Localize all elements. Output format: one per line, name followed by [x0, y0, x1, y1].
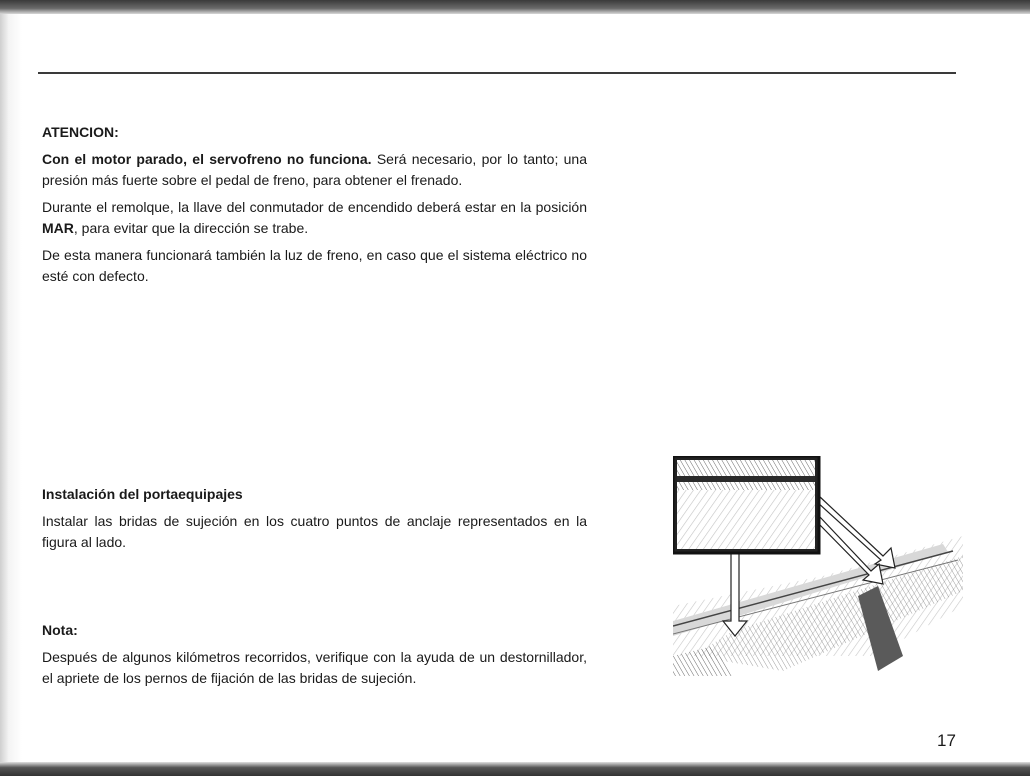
attention-section	[42, 122, 587, 293]
roof-rack-drawing	[673, 456, 963, 676]
installation-heading: Instalación del portaequipajes	[42, 486, 243, 502]
page-border-bottom	[0, 762, 1030, 776]
attention-paragraph-2-end: , para evitar que la dirección se trabe.	[73, 220, 309, 236]
roof-rack-illustration	[673, 456, 963, 676]
installation-text: Instalar las bridas de sujeción en los cuatro puntos de anclaje representados en la figura al lado.	[42, 513, 587, 550]
page-number: 17	[937, 731, 956, 750]
installation-section	[42, 484, 587, 559]
attention-heading: ATENCION:	[42, 124, 119, 140]
attention-paragraph-1-bold: Con el motor parado, el servofreno no funciona.	[42, 151, 372, 167]
note-section	[42, 620, 587, 695]
attention-paragraph-3: De esta manera funcionará también la luz de freno, en caso que el sistema eléctrico no esté con defecto.	[42, 247, 587, 284]
attention-paragraph-2-start: Durante el remolque, la llave del conmutador de encendido deberá estar en la posición	[42, 199, 587, 215]
header-rule	[38, 72, 956, 74]
note-heading: Nota:	[42, 622, 78, 638]
attention-paragraph-1-rest: Será necesario, por lo tanto; una presión más fuerte sobre el pedal de freno, para obtener el frenado.	[42, 151, 587, 188]
page-border-top	[0, 0, 1030, 14]
attention-paragraph-1	[42, 149, 587, 191]
attention-paragraph-2-bold: MAR	[42, 220, 74, 236]
note-text: Después de algunos kilómetros recorridos, verifique con la ayuda de un destornillador, el apriete de los pernos de fijación de las bridas de sujeción.	[42, 649, 587, 686]
attention-paragraph-2	[42, 197, 587, 239]
page-edge-left	[0, 14, 22, 762]
